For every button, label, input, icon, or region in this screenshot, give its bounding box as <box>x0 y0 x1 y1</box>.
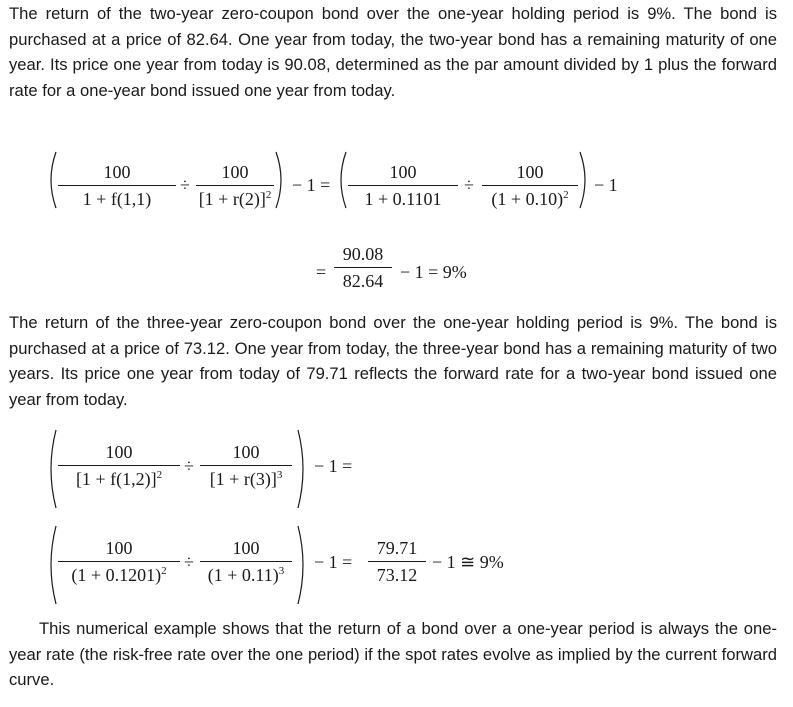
minus-one-equals: − 1 = <box>292 175 331 195</box>
numerator: 100 <box>200 538 292 562</box>
exponent: 2 <box>156 469 163 481</box>
fraction-price-ratio <box>334 244 392 292</box>
numerator: 100 <box>58 442 180 466</box>
numerator: 100 <box>200 442 292 466</box>
denominator: [1 + r(2)] <box>198 189 266 209</box>
numerator: 100 <box>196 162 274 186</box>
numerator: 90.08 <box>334 244 392 268</box>
divide-sign: ÷ <box>180 175 190 195</box>
exponent: 2 <box>563 189 569 201</box>
denominator: (1 + 0.11) <box>207 565 279 585</box>
fraction-1 <box>58 162 176 210</box>
minus-one: − 1 <box>594 175 618 195</box>
numerator: 100 <box>482 162 578 186</box>
denominator: (1 + 0.10) <box>491 189 564 209</box>
denominator: (1 + 0.1201) <box>71 565 162 585</box>
denominator: 1 + 0.1101 <box>364 189 442 209</box>
fraction-2 <box>196 162 274 210</box>
left-paren <box>44 150 58 210</box>
fraction-3 <box>348 162 458 210</box>
divide-sign: ÷ <box>184 456 194 476</box>
fraction-1 <box>58 538 180 586</box>
left-paren <box>334 150 348 210</box>
numerator: 100 <box>348 162 458 186</box>
left-paren <box>44 428 58 510</box>
numerator: 100 <box>58 538 180 562</box>
fraction-price-ratio <box>368 538 426 586</box>
exponent: 3 <box>278 565 285 577</box>
minus-one-equals: − 1 = <box>314 456 353 476</box>
right-paren <box>296 428 310 510</box>
divide-sign: ÷ <box>464 175 474 195</box>
numerator: 79.71 <box>368 538 426 562</box>
fraction-1 <box>58 442 180 490</box>
paragraph-two-year-bond: The return of the two-year zero-coupon bond over the one-year holding period is 9%. The bond is purchased at a price of 82.64. One year from today, the two-year bond has a remaining maturity of one year. Its price one year from today is 90.08, determined as the par amount divided by 1 plus the forward rate for a one-year bond issued one year from today. <box>9 4 777 100</box>
numerator: 100 <box>58 162 176 186</box>
paragraph-three-year-bond: The return of the three-year zero-coupon bond over the one-year holding period is 9%. The bond is purchased at a price of 73.12. One year from today, the three-year bond has a remaining maturity of two years. Its price one year from today of 79.71 reflects the forward rate for a two-year bond issued one year from today. <box>9 313 777 409</box>
left-paren <box>44 524 58 606</box>
divide-sign: ÷ <box>184 552 194 572</box>
exponent: 3 <box>276 469 283 481</box>
paragraph-conclusion: This numerical example shows that the return of a bond over a one-year period is always the one-year rate (the risk-free rate over the one period) if the spot rates evolve as implied by the current forward curve. <box>9 619 777 690</box>
denominator: [1 + r(3)] <box>209 469 277 489</box>
result: − 1 ≅ 9% <box>432 552 504 572</box>
denominator: 82.64 <box>342 271 384 291</box>
fraction-4 <box>482 162 578 210</box>
minus-one-equals: − 1 = <box>314 552 353 572</box>
right-paren <box>274 150 288 210</box>
right-paren <box>296 524 310 606</box>
exponent: 2 <box>265 189 272 201</box>
result: − 1 = 9% <box>400 262 467 282</box>
exponent: 2 <box>161 565 167 577</box>
denominator: 1 + f(1,1) <box>82 189 152 209</box>
denominator: [1 + f(1,2)] <box>75 469 157 489</box>
right-paren <box>578 150 592 210</box>
equals-sign: = <box>316 262 327 282</box>
denominator: 73.12 <box>376 565 418 585</box>
fraction-2 <box>200 538 292 586</box>
fraction-2 <box>200 442 292 490</box>
